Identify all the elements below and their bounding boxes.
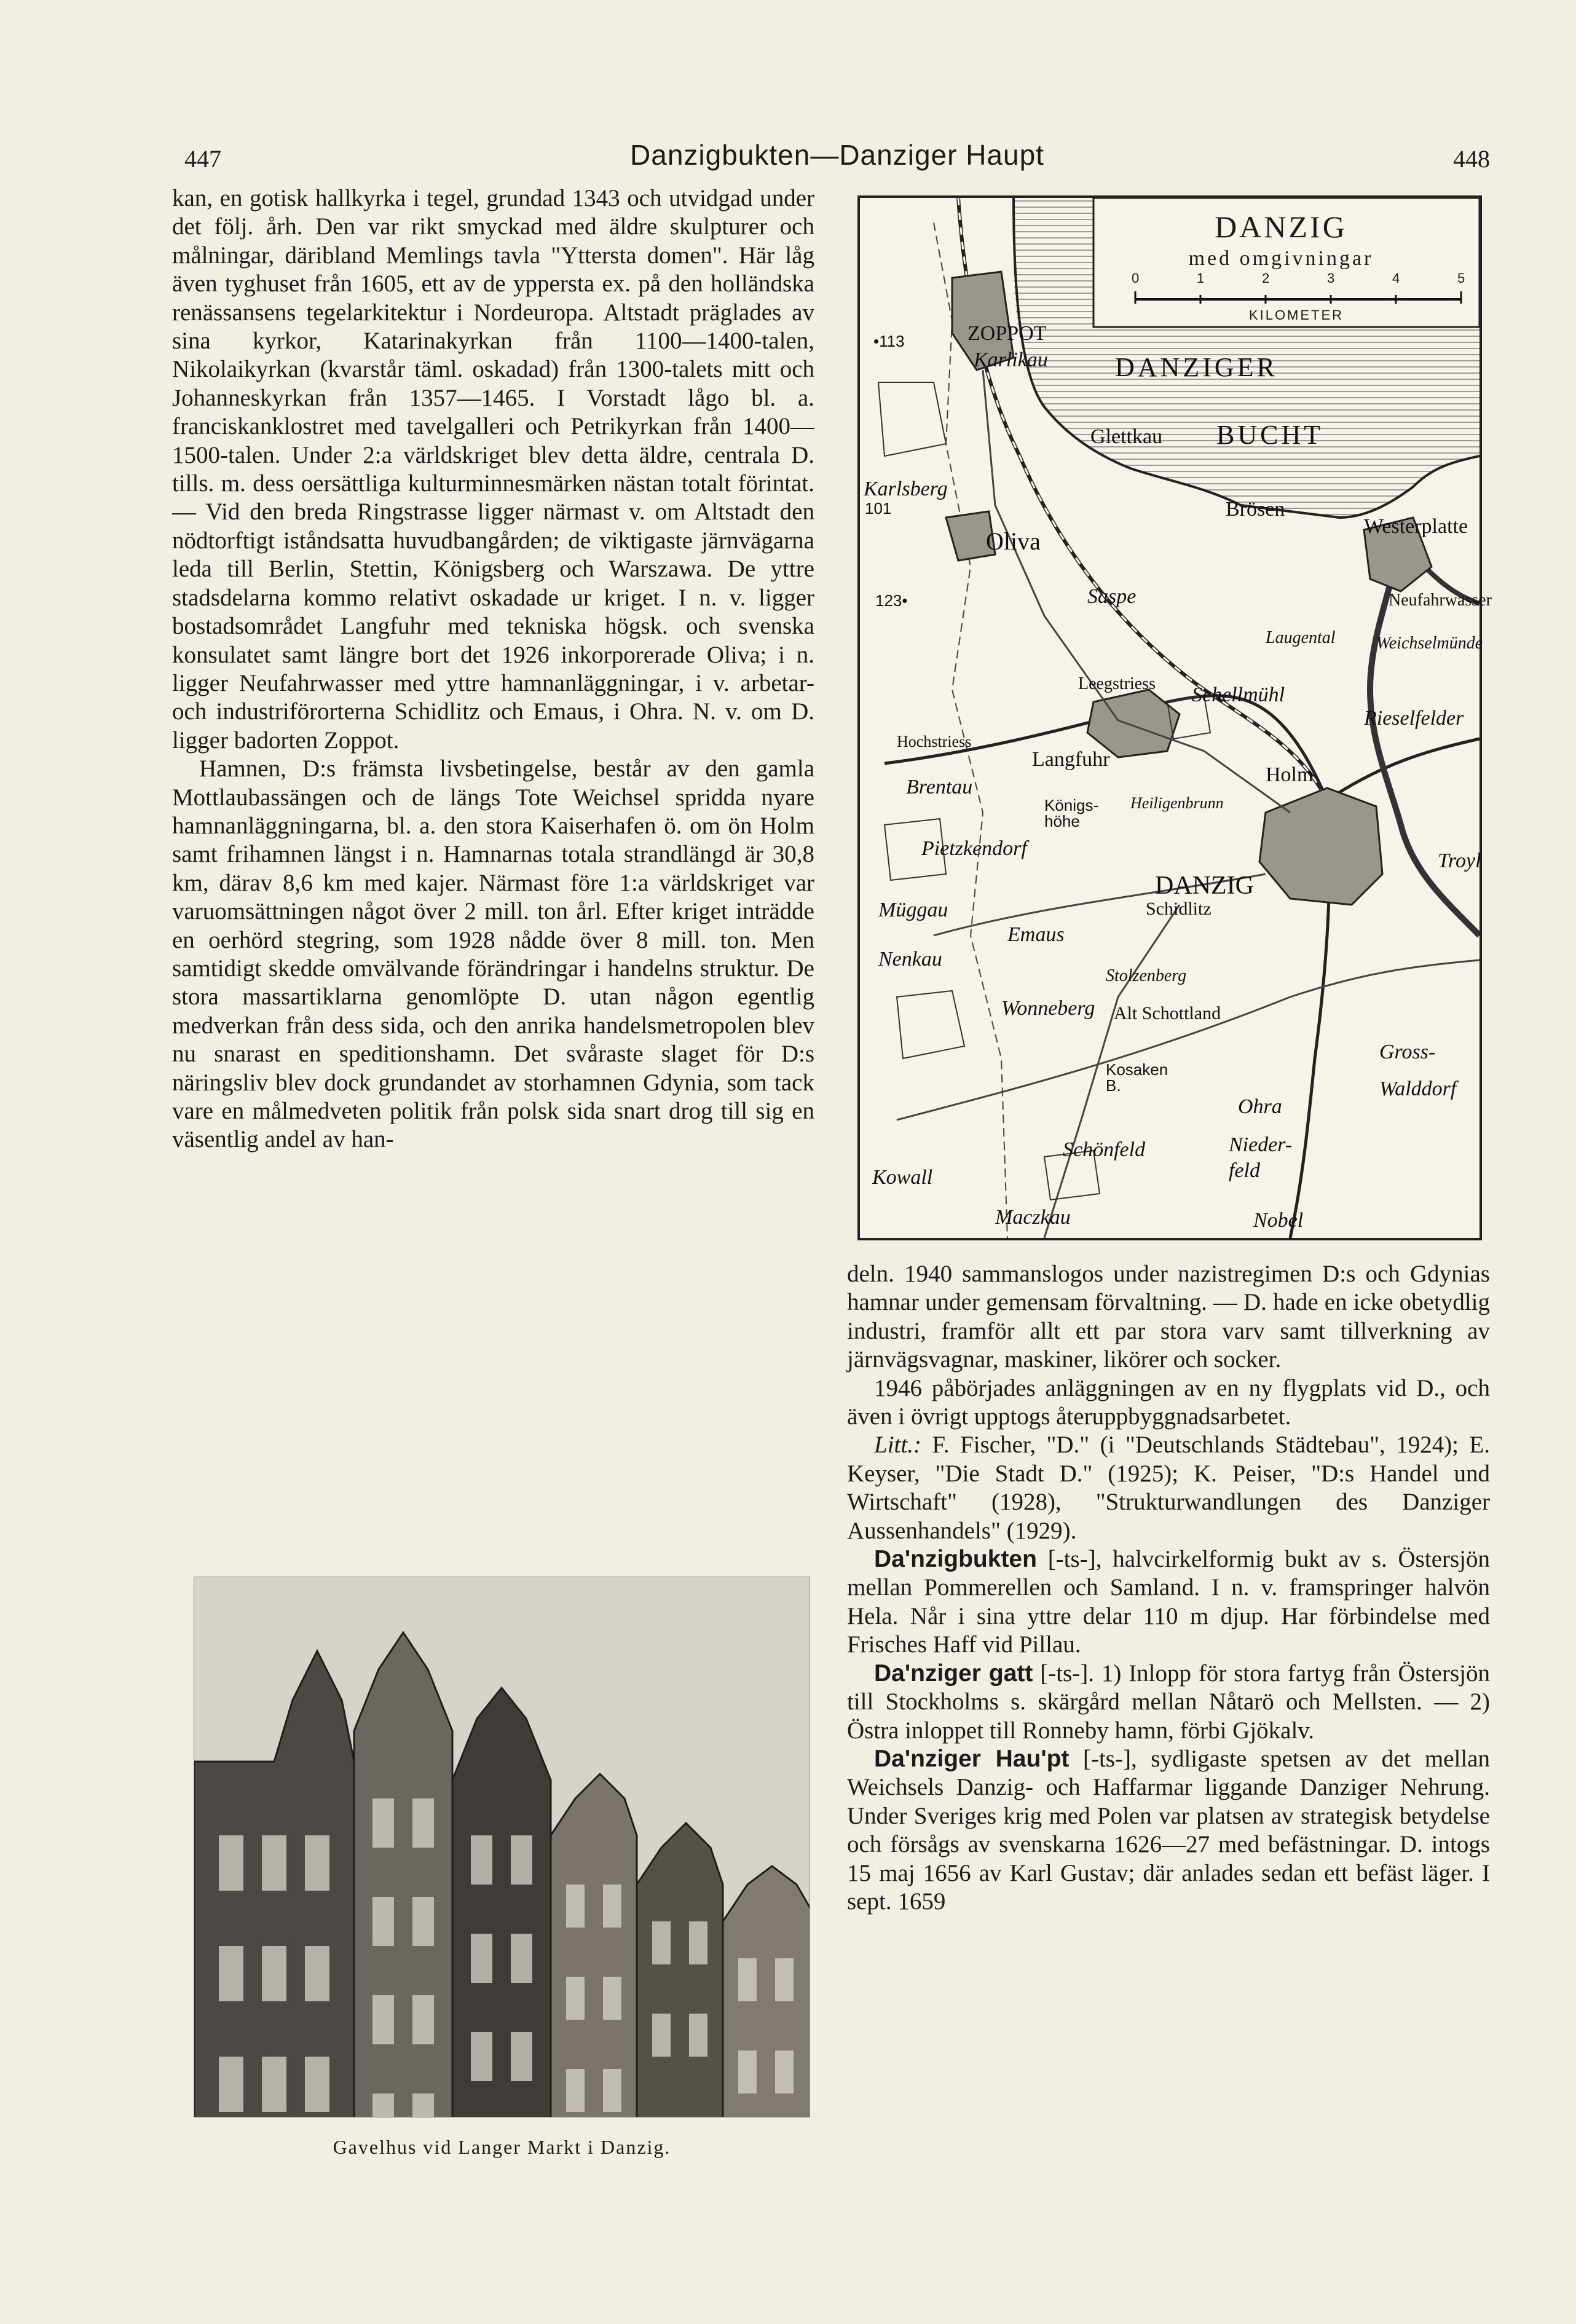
place-westerplatte: Westerplatte xyxy=(1364,515,1468,538)
place-rieselfelder: Rieselfelder xyxy=(1364,707,1464,730)
place-brosen: Brösen xyxy=(1226,498,1285,521)
place-karlsberg: Karlsberg xyxy=(864,478,948,500)
place-ohra: Ohra xyxy=(1238,1095,1282,1118)
elevation-label: 123• xyxy=(875,591,908,610)
photo-gable-houses xyxy=(194,1577,810,2117)
place-danzig: DANZIG xyxy=(1155,872,1254,900)
place-troyl: Troyl xyxy=(1438,849,1481,872)
place-zoppot: ZOPPOT xyxy=(967,322,1047,345)
map-title: DANZIG xyxy=(1215,210,1347,244)
place-laugental: Laugental xyxy=(1266,628,1336,647)
place-konigshohe: Königs-höhe xyxy=(1044,796,1099,830)
entry-danziger-haupt xyxy=(847,1745,1490,1916)
paragraph: Hamnen, D:s främsta livsbetingelse, består av den gamla Mottlaubassängen och de längs Tote Weichsel spridda nyare hamnanläggningarna, bl. a. den stora Kaiserhafen ö. om ön Holm samt frihamnen längst i n. Hamnarnas totala strandlängd är 30,8 km, därav 8,6 km med kajer. Närmast före 1:a världskriget var varuomsättningen något över 2 mill. ton årl. Efter kriget inträdde en oerhörd stegring, som 1928 nådde över 8 mill. ton. Men samtidigt skedde omvälvande förändringar i handelns struktur. De stora massartiklarna genomlöpte D. utan någon egentlig medverkan från dess sida, och den anrika handelsmetropolen blev nu snarast en speditionshamn. Det svåraste slaget för D:s näringsliv blev dock grundandet av storhamnen Gdynia, som tack vare en målmedveten politik från polsk sida snart drog till sig en väsentlig andel av han- xyxy=(172,755,814,1153)
paragraph: kan, en gotisk hallkyrka i tegel, grundad 1343 och utvidgad under det följ. årh. Den var rikt smyckad med äldre skulpturer och målningar, däribland Memlings tavla "Yttersta domen". Här låg även tyghuset från 1605, ett av de yppersta ex. på den holländska renässansens tegelarkitektur i Nordeuropa. Altstadt präglades av sina kyrkor, Katarinakyrkan från 1100—1400-talen, Nikolaikyrkan (kvarstår täml. oskadad) från 1300-talets mitt och Johanneskyrkan från 1357—1465. I Vorstadt lågo bl. a. franciskanklostret med tavelgalleri och Petrikyrkan från 1400—1500-talen. Under 2:a världskriget blev detta äldre, centrala D. tills. m. dess oersättliga kulturminnesmärken nästan totalt förintat. — Vid den breda Ringstrasse ligger närmast v. om Altstadt den nödtorftigt iståndsatta huvudbangården; de viktigaste järnvägarna leda till Berlin, Stettin, Königsberg och Warszawa. De yttre stadsdelarna kommo relativt oskadade ur kriget. I n. v. ligger bostadsområdet Langfuhr med tekniska högsk. och svenska konsulatet samt längre bort det 1926 inkorporerade Oliva; i n. ligger Neufahrwasser med yttre hamnanläggningar, i v. arbetar- och industriförorterna Schidlitz och Emaus, i Ohra. N. v. om D. ligger badorten Zoppot. xyxy=(172,185,814,754)
entry-text: [-ts-], sydligaste spetsen av det mellan Weichsels Danzig- och Haffarmar liggande Danziger Nehrung. Under Sveriges krig med Polen var platsen av strategisk betydelse och försågs av svenskarna 1626—27 med befästningar. D. intogs 15 maj 1656 av Karl Gustav; där anlades sedan ett befäst läger. I sept. 1659 xyxy=(847,1745,1490,1915)
entry-danzigbukten xyxy=(847,1545,1490,1660)
page-number-left: 447 xyxy=(184,145,221,173)
place-langfuhr: Langfuhr xyxy=(1032,748,1110,771)
place-kowall: Kowall xyxy=(872,1166,933,1189)
place-leegstriess: Leegstriess xyxy=(1078,674,1156,693)
place-wonneberg: Wonneberg xyxy=(1001,997,1095,1020)
entry-text: [-ts-]. 1) Inlopp för stora fartyg från Östersjön till Stockholms s. skärgård mellan Nåtarö och Mellsten. — 2) Östra inloppet till Ronneby hamn, förbi Gjökalv. xyxy=(847,1660,1490,1744)
headword: Da'nziger Hau'pt xyxy=(874,1745,1070,1772)
place-neufahrwasser: Neufahrwasser xyxy=(1389,591,1492,610)
map-subtitle: med omgivningar xyxy=(1188,247,1374,270)
running-title: Danzigbukten—Danziger Haupt xyxy=(630,139,1044,171)
literature-paragraph xyxy=(847,1431,1490,1545)
headword: Da'nziger gatt xyxy=(874,1660,1033,1687)
paragraph: 1946 påbörjades anläggningen av en ny flygplats vid D., och även i övrigt upptogs återuppbyggnadsarbetet. xyxy=(847,1374,1490,1430)
place-holm: Holm xyxy=(1266,763,1314,786)
place-nenkau: Nenkau xyxy=(878,948,942,971)
elevation-label: •113 xyxy=(873,332,905,350)
place-schellmuhl: Schellmühl xyxy=(1192,683,1285,706)
place-kosakenb: Kosaken B. xyxy=(1106,1060,1168,1095)
paragraph: deln. 1940 sammanslogos under nazistregimen D:s och Gdynias hamnar under gemensam förvaltning. — D. hade en icke obetydlig industri, framför allt ett par stora varv samt tillverkning av järnvägsvagnar, maskiner, likörer och socker. xyxy=(847,1261,1490,1373)
place-saspe: Saspe xyxy=(1087,585,1137,608)
scale-number: 1 xyxy=(1197,270,1205,286)
place-grosswalddorf: Gross-Walddorf xyxy=(1379,1041,1457,1100)
place-weichselmunde: Weichselmünde xyxy=(1376,634,1483,653)
scale-number: 0 xyxy=(1132,270,1140,286)
entry-danziger-gatt xyxy=(847,1660,1490,1745)
place-oliva: Oliva xyxy=(986,527,1041,555)
running-header xyxy=(184,138,1490,181)
left-column xyxy=(172,184,814,1154)
place-emaus: Emaus xyxy=(1007,923,1065,946)
literature-text: F. Fischer, "D." (i "Deutschlands Städtebau", 1924); E. Keyser, "Die Stadt D." (1925); K. Peiser, "D:s Handel und Wirtschaft" (1928), "Strukturwandlungen des Danziger Aussenhandels" (1929). xyxy=(847,1432,1490,1544)
scale-unit: KILOMETER xyxy=(1248,307,1344,323)
place-karlikau: Karlikau xyxy=(974,349,1048,371)
place-glettkau: Glettkau xyxy=(1090,425,1163,448)
place-muggau: Müggau xyxy=(878,899,948,921)
photo-caption: Gavelhus vid Langer Markt i Danzig. xyxy=(333,2136,671,2158)
place-altschottland: Alt Schottland xyxy=(1113,1003,1221,1023)
place-maczkau: Maczkau xyxy=(995,1206,1071,1229)
scale-numbers xyxy=(1130,270,1465,295)
scale-number: 5 xyxy=(1457,270,1465,286)
entry-text: [-ts-], halvcirkelformig bukt av s. Östersjön mellan Pommerellen och Samland. I n. v. framspringer halvön Hela. Når i sina yttre delar 110 m djup. Har förbindelse med Frisches Haff vid Pillau. xyxy=(847,1546,1490,1658)
place-heiligenbrunn: Heiligenbrunn xyxy=(1130,794,1224,812)
literature-label: Litt.: xyxy=(874,1432,921,1459)
place-stolzenberg: Stolzenberg xyxy=(1106,966,1187,985)
elevation-label: 101 xyxy=(865,499,892,518)
place-schidlitz: Schidlitz xyxy=(1146,899,1212,919)
place-niederfeld: Nieder-feld xyxy=(1229,1133,1293,1182)
right-column xyxy=(847,1260,1490,1916)
page-number-right: 448 xyxy=(1453,145,1490,173)
scale-number: 3 xyxy=(1327,270,1335,286)
danzig-map xyxy=(857,195,1492,1240)
place-schonfeld: Schönfeld xyxy=(1063,1138,1146,1161)
bay-label: BUCHT xyxy=(1216,420,1324,450)
place-pietzkendorf: Pietzkendorf xyxy=(921,837,1027,860)
scale-number: 2 xyxy=(1262,270,1270,286)
headword: Da'nzigbukten xyxy=(874,1546,1037,1573)
scale-number: 4 xyxy=(1392,270,1400,286)
place-brentau: Brentau xyxy=(906,776,973,798)
photo-drawing xyxy=(194,1577,810,2117)
place-hochstriess: Hochstriess xyxy=(897,733,972,750)
bay-label: DANZIGER xyxy=(1115,352,1278,382)
place-nobel: Nobel xyxy=(1253,1209,1304,1232)
